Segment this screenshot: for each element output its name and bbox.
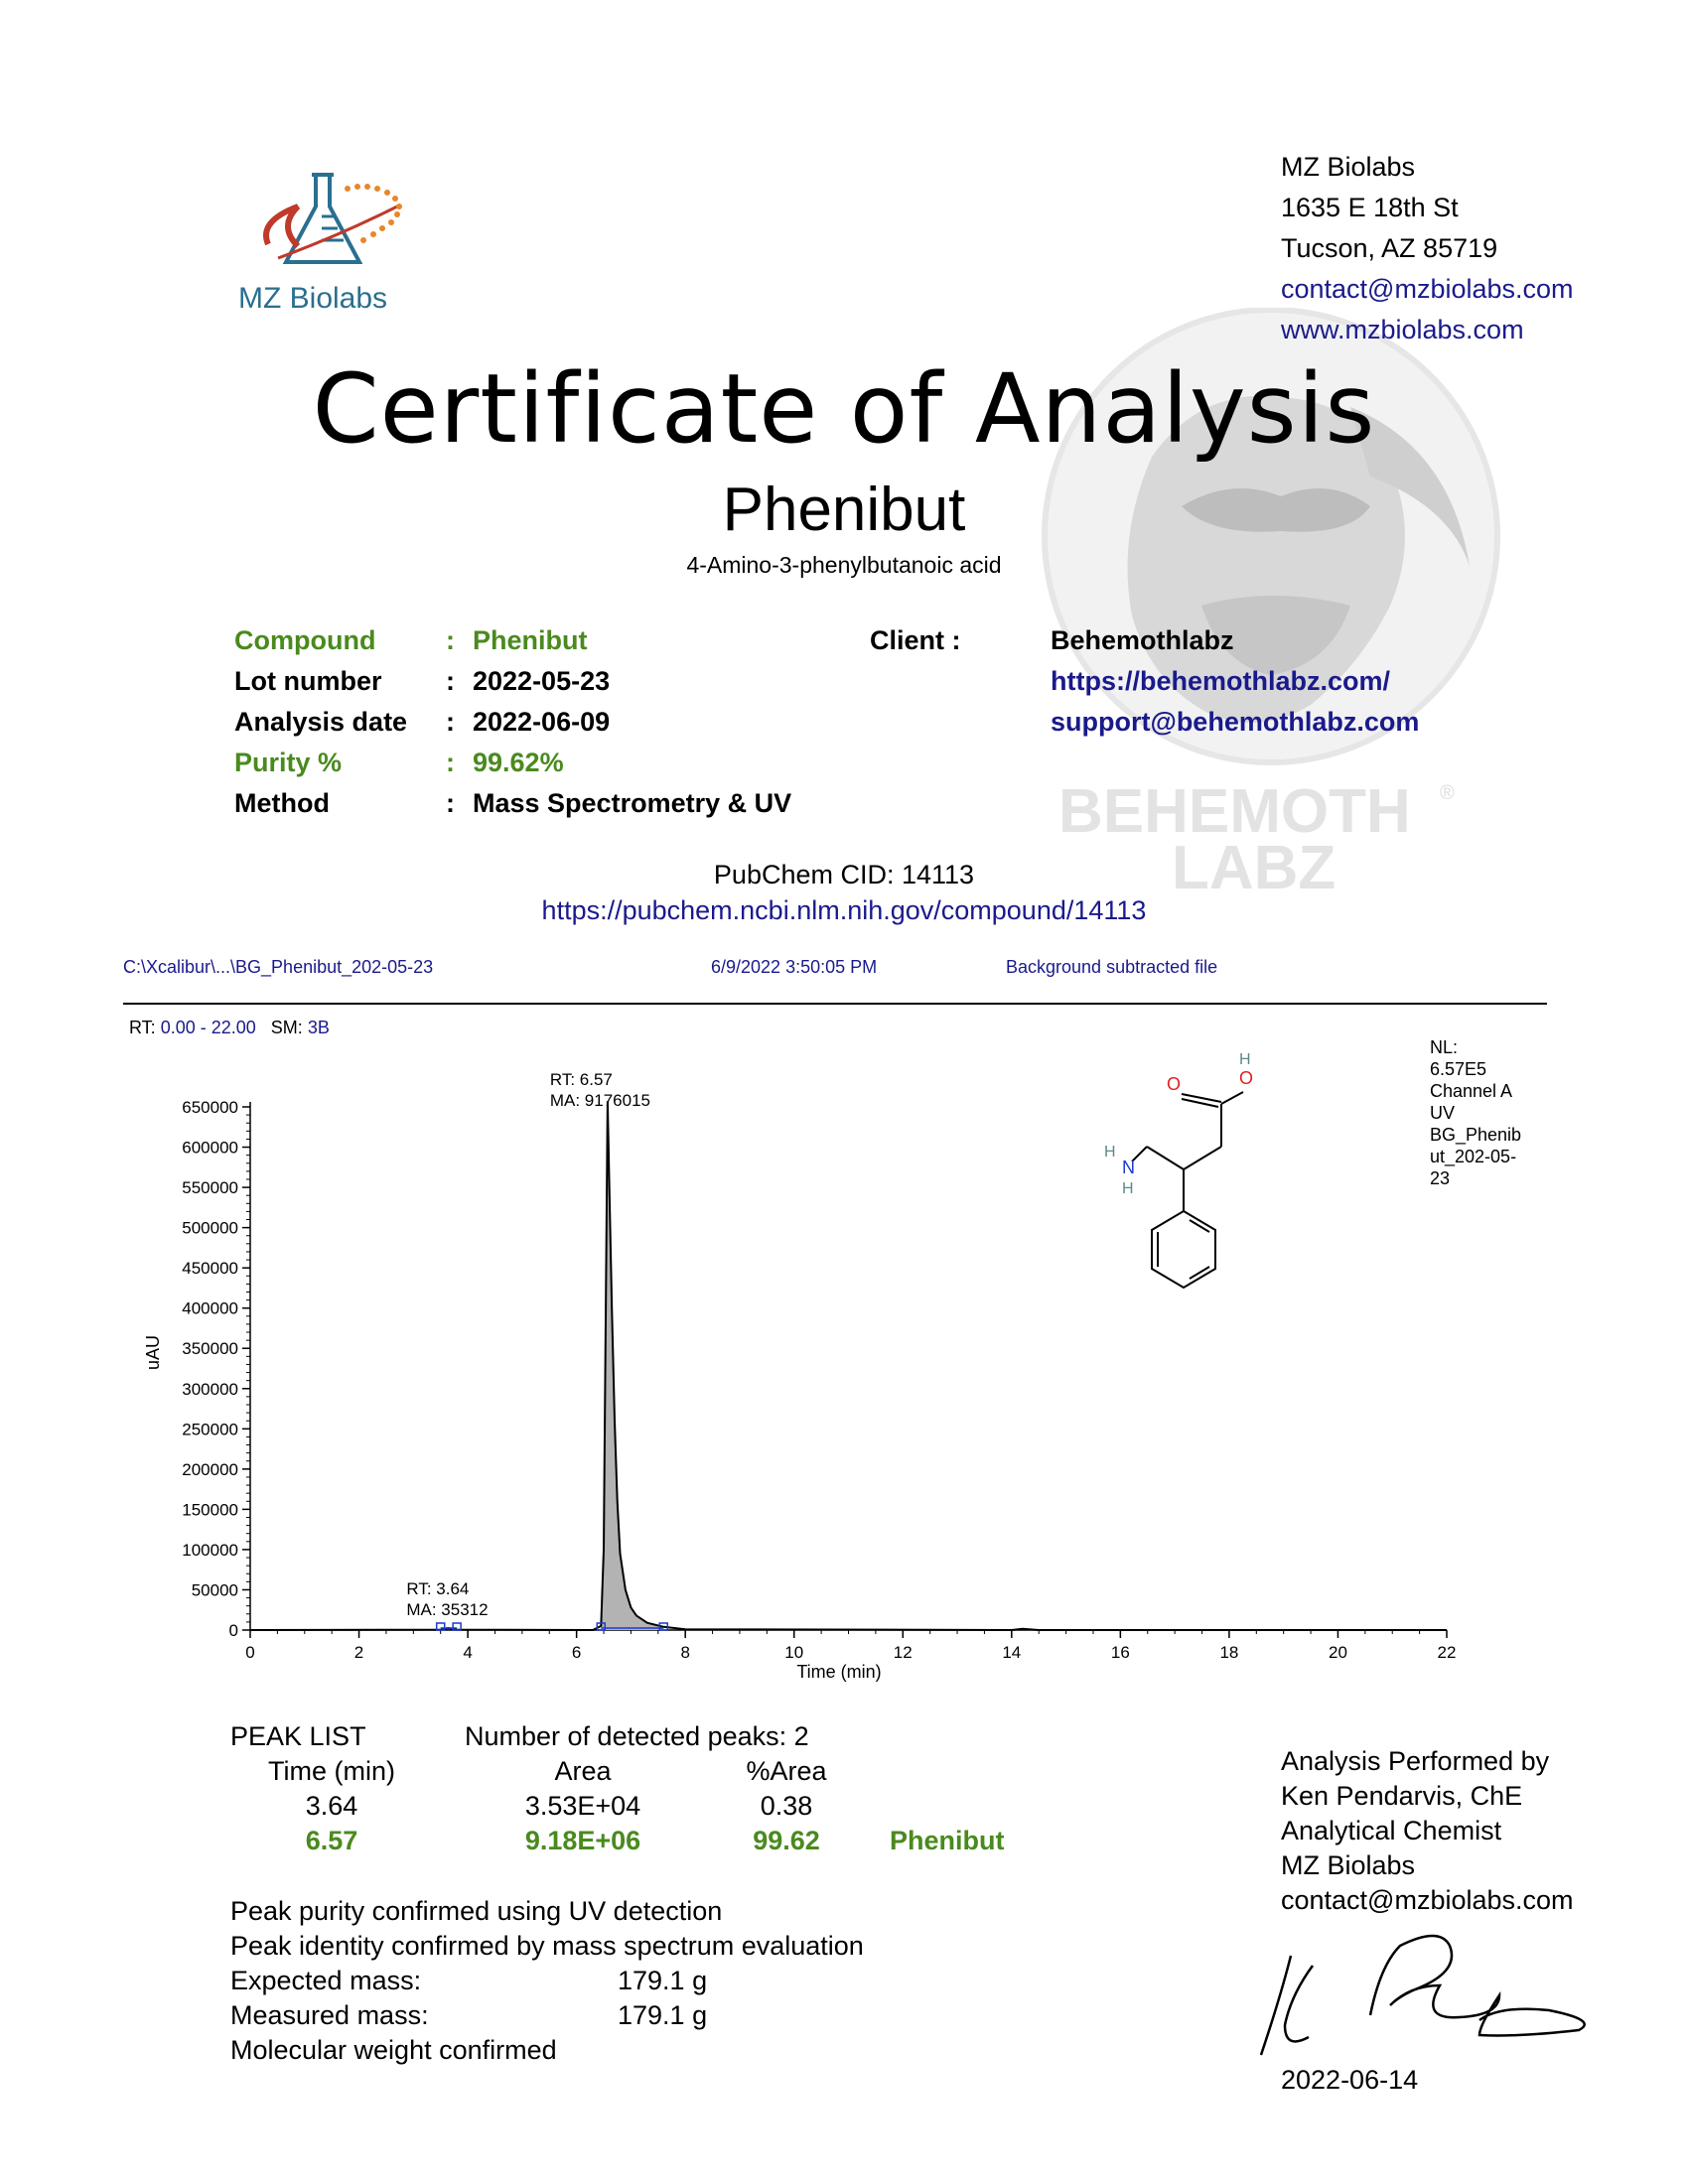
purity-value: 99.62% (473, 748, 564, 777)
atom-h: H (1104, 1144, 1116, 1160)
col-area: Area (554, 1756, 612, 1786)
chrom-file-path: C:\Xcalibur\...\BG_Phenibut_202-05-23 (123, 957, 434, 977)
col-pct: %Area (746, 1756, 827, 1786)
header-divider (123, 1003, 1547, 1005)
y-axis-label: uAU (143, 1334, 163, 1370)
peak-time: 6.57 (305, 1826, 358, 1855)
y-tick-label: 150000 (182, 1500, 238, 1520)
lab-address (1281, 147, 1574, 350)
y-tick-label: 400000 (182, 1298, 238, 1318)
lab-logo (238, 167, 417, 316)
address-line: 1635 E 18th St (1281, 193, 1459, 222)
peak-annotations (406, 1070, 667, 1630)
x-tick-label: 0 (245, 1643, 255, 1662)
expected-mass-label: Expected mass: (230, 1966, 422, 1995)
peak-time: 3.64 (305, 1791, 358, 1821)
chrom-datetime: 6/9/2022 3:50:05 PM (711, 957, 878, 977)
x-tick-label: 20 (1328, 1643, 1347, 1662)
col-time: Time (min) (268, 1756, 395, 1786)
file-line: ut_202-05- (1430, 1147, 1517, 1166)
chrom-note: Background subtracted file (1006, 957, 1218, 977)
x-axis (245, 1630, 1456, 1662)
x-tick-label: 8 (680, 1643, 690, 1662)
signature-date: 2022-06-14 (1281, 2065, 1419, 2095)
purity-label: Purity % (234, 748, 343, 777)
separator: : (446, 788, 455, 818)
peak-rt-label: RT: 3.64 (406, 1579, 470, 1598)
atom-h: H (1239, 1051, 1251, 1068)
address-line: MZ Biolabs (1281, 152, 1416, 182)
lab-email-link[interactable]: contact@mzbiolabs.com (1281, 274, 1574, 304)
sm-label: SM: (270, 1018, 303, 1037)
date-value: 2022-06-09 (473, 707, 611, 737)
separator: : (446, 748, 455, 777)
watermark-reg: ® (1440, 782, 1455, 804)
method-value: Mass Spectrometry & UV (473, 788, 792, 818)
lot-label: Lot number (234, 666, 382, 696)
x-tick-label: 6 (571, 1643, 582, 1662)
y-tick-label: 50000 (191, 1580, 238, 1600)
page-title: Certificate of Analysis (312, 353, 1376, 465)
file-line: BG_Phenib (1430, 1125, 1522, 1145)
rt-range: 0.00 - 22.00 (160, 1018, 256, 1037)
expected-mass-value: 179.1 g (618, 1966, 708, 1995)
date-label: Analysis date (234, 707, 408, 737)
client-email-link[interactable]: support@behemothlabz.com (1051, 707, 1420, 737)
y-tick-label: 650000 (182, 1098, 238, 1117)
compound-value: Phenibut (473, 625, 588, 655)
x-tick-label: 18 (1219, 1643, 1239, 1662)
detector: UV (1430, 1103, 1456, 1123)
y-tick-label: 250000 (182, 1420, 238, 1439)
lab-web-link[interactable]: www.mzbiolabs.com (1281, 315, 1524, 344)
y-tick-label: 200000 (182, 1459, 238, 1479)
sig-line: Analysis Performed by (1281, 1746, 1550, 1776)
x-tick-label: 10 (784, 1643, 804, 1662)
iupac-name: 4-Amino-3-phenylbutanoic acid (686, 552, 1002, 578)
chromatogram-chart (129, 1032, 1559, 1688)
peak-area: 9.18E+06 (524, 1826, 641, 1855)
y-axis (182, 1098, 250, 1640)
peak-list-title: PEAK LIST (230, 1721, 366, 1751)
rt-label: RT: (129, 1018, 156, 1037)
y-tick-label: 350000 (182, 1339, 238, 1359)
x-tick-label: 2 (353, 1643, 364, 1662)
peak-rt-label: RT: 6.57 (549, 1070, 613, 1089)
client-label: Client : (870, 625, 961, 655)
y-tick-label: 100000 (182, 1540, 238, 1560)
channel: Channel A (1430, 1081, 1513, 1101)
sm-value: 3B (307, 1018, 330, 1037)
flask-logo-icon (238, 167, 417, 276)
sig-line: Ken Pendarvis, ChE (1281, 1781, 1523, 1811)
file-line: 23 (1430, 1168, 1451, 1188)
watermark-text2: LABZ (1172, 834, 1336, 902)
separator: : (446, 625, 455, 655)
info-block (234, 625, 1525, 844)
nl-block (1430, 1036, 1521, 1189)
peak-pct: 99.62 (753, 1826, 820, 1855)
sig-line: contact@mzbiolabs.com (1281, 1885, 1574, 1915)
peak-pct: 0.38 (760, 1791, 813, 1821)
peak-ma-label: MA: 35312 (406, 1600, 489, 1619)
x-tick-label: 22 (1437, 1643, 1457, 1662)
pubchem-cid: PubChem CID: 14113 (713, 860, 975, 889)
note-line: Peak purity confirmed using UV detection (230, 1896, 723, 1926)
atom-o: O (1239, 1068, 1254, 1088)
atom-h: H (1122, 1180, 1134, 1197)
handwritten-signature (1251, 1926, 1628, 2065)
y-tick-label: 600000 (182, 1138, 238, 1158)
separator: : (446, 707, 455, 737)
nl-label: NL: (1430, 1037, 1459, 1057)
signal-area (601, 1101, 663, 1630)
signatory-block (1281, 1744, 1574, 1918)
atom-n: N (1122, 1158, 1135, 1177)
x-tick-label: 16 (1110, 1643, 1130, 1662)
client-url-link[interactable]: https://behemothlabz.com/ (1051, 666, 1391, 696)
measured-mass-value: 179.1 g (618, 2000, 708, 2030)
x-tick-label: 14 (1002, 1643, 1022, 1662)
note-line: Molecular weight confirmed (230, 2035, 557, 2065)
separator: : (446, 666, 455, 696)
x-axis-label: Time (min) (796, 1662, 882, 1682)
compound-heading: Phenibut (722, 476, 966, 544)
lot-value: 2022-05-23 (473, 666, 611, 696)
client-name: Behemothlabz (1051, 625, 1234, 655)
compound-label: Compound (234, 625, 376, 655)
method-label: Method (234, 788, 330, 818)
y-tick-label: 550000 (182, 1178, 238, 1198)
x-tick-label: 12 (893, 1643, 913, 1662)
nl-value: 6.57E5 (1430, 1059, 1487, 1079)
y-tick-label: 300000 (182, 1379, 238, 1399)
peak-count: Number of detected peaks: 2 (465, 1721, 809, 1751)
peak-ma-label: MA: 9176015 (549, 1091, 650, 1110)
x-tick-label: 4 (463, 1643, 473, 1662)
watermark-text1: BEHEMOTH (1058, 777, 1411, 846)
sig-line: Analytical Chemist (1281, 1816, 1502, 1845)
address-line: Tucson, AZ 85719 (1281, 233, 1498, 263)
sig-line: MZ Biolabs (1281, 1850, 1416, 1880)
pubchem-link[interactable]: https://pubchem.ncbi.nlm.nih.gov/compound/14113 (541, 895, 1147, 925)
y-tick-label: 0 (228, 1621, 238, 1640)
molecule-structure (1092, 1032, 1331, 1320)
peak-area: 3.53E+04 (524, 1791, 641, 1821)
logo-name: MZ Biolabs (238, 282, 388, 315)
y-tick-label: 500000 (182, 1218, 238, 1238)
notes-block (230, 1894, 925, 2068)
measured-mass-label: Measured mass: (230, 2000, 429, 2030)
atom-o: O (1167, 1074, 1182, 1094)
peak-name: Phenibut (890, 1826, 1005, 1855)
note-line: Peak identity confirmed by mass spectrum evaluation (230, 1931, 864, 1961)
y-tick-label: 450000 (182, 1259, 238, 1279)
